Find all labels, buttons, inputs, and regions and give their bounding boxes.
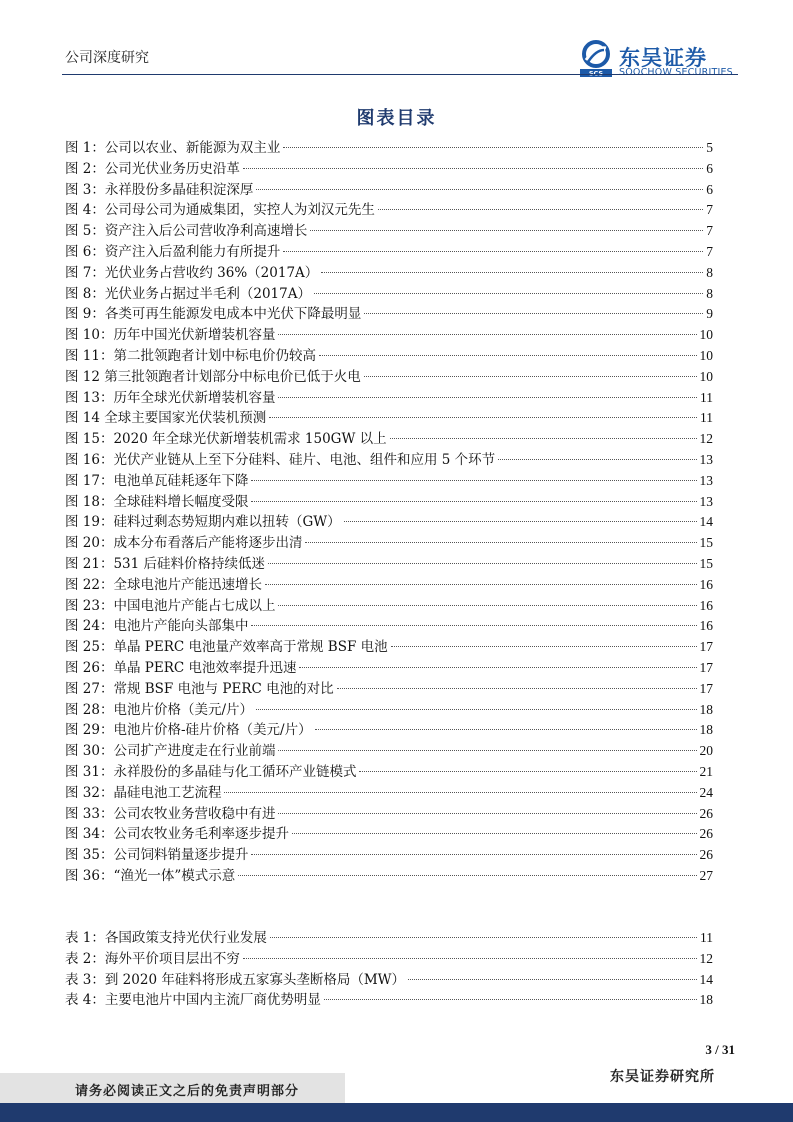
toc-leader-dots xyxy=(299,667,696,668)
toc-entry[interactable] xyxy=(65,783,713,804)
toc-entry[interactable] xyxy=(65,866,713,887)
toc-leader-dots xyxy=(278,397,697,398)
toc-entry-page[interactable]: 13 xyxy=(699,493,713,509)
toc-entry-label[interactable]: 图 18：全球硅料增长幅度受限 xyxy=(65,493,249,510)
toc-entry-page[interactable]: 14 xyxy=(699,971,713,987)
toc-entry-page[interactable]: 24 xyxy=(699,784,713,800)
toc-leader-dots xyxy=(314,293,703,294)
toc-leader-dots xyxy=(283,147,703,148)
toc-entry[interactable] xyxy=(65,949,713,970)
toc-entry-page[interactable]: 26 xyxy=(699,847,713,863)
toc-entry-label[interactable]: 图 26：单晶 PERC 电池效率提升迅速 xyxy=(65,659,297,676)
toc-entry-label[interactable]: 图 15：2020 年全球光伏新增装机需求 150GW 以上 xyxy=(65,431,387,448)
toc-entry[interactable] xyxy=(65,138,713,159)
table-list xyxy=(65,928,713,1011)
toc-leader-dots xyxy=(310,230,703,231)
toc-entry-page[interactable]: 9 xyxy=(706,306,713,322)
toc-entry[interactable] xyxy=(65,367,713,388)
svg-text:SCS: SCS xyxy=(588,69,604,78)
toc-entry-page[interactable]: 16 xyxy=(699,576,713,592)
toc-leader-dots xyxy=(269,417,697,418)
toc-entry-label[interactable]: 图 16：光伏产业链从上至下分硅料、硅片、电池、组件和应用 5 个环节 xyxy=(65,451,496,468)
toc-entry-page[interactable]: 15 xyxy=(699,535,713,551)
toc-leader-dots xyxy=(265,584,697,585)
toc-leader-dots xyxy=(378,209,703,210)
logo-chinese-name: 东吴证券 xyxy=(619,46,707,70)
toc-entry-label[interactable]: 图 5：资产注入后公司营收净利高速增长 xyxy=(65,223,308,240)
logo-english-name: SOOCHOW SECURITIES xyxy=(619,67,733,78)
toc-entry[interactable] xyxy=(65,679,713,700)
footer-stripe xyxy=(0,1103,793,1122)
toc-entry[interactable] xyxy=(65,325,713,346)
toc-entry-page[interactable]: 26 xyxy=(699,826,713,842)
toc-entry-page[interactable]: 26 xyxy=(699,805,713,821)
toc-leader-dots xyxy=(256,709,696,710)
footer-disclaimer-note[interactable]: 请务必阅读正文之后的免责声明部分 xyxy=(75,1084,300,1099)
toc-entry-label[interactable]: 图 13：历年全球光伏新增装机容量 xyxy=(65,389,276,406)
toc-entry[interactable] xyxy=(65,159,713,180)
toc-entry-label[interactable]: 图 8：光伏业务占据过半毛利（2017A） xyxy=(65,285,311,302)
toc-leader-dots xyxy=(251,625,696,626)
toc-entry[interactable] xyxy=(65,221,713,242)
toc-entry-label[interactable]: 图 7：光伏业务占营收约 36%（2017A） xyxy=(65,264,319,281)
toc-entry-label[interactable]: 图 29：电池片价格-硅片价格（美元/片） xyxy=(65,722,312,739)
toc-entry-page[interactable]: 7 xyxy=(706,202,713,218)
toc-entry-label[interactable]: 图 22：全球电池片产能迅速增长 xyxy=(65,576,262,593)
toc-entry-label[interactable]: 图 36：“渔光一体”模式示意 xyxy=(65,867,236,884)
toc-entry-page[interactable]: 11 xyxy=(700,389,713,405)
toc-entry-label[interactable]: 表 2：海外平价项目层出不穷 xyxy=(65,950,240,967)
toc-leader-dots xyxy=(224,792,696,793)
toc-entry-label[interactable]: 图 12 第三批领跑者计划部分中标电价已低于火电 xyxy=(65,368,361,385)
toc-entry-page[interactable]: 5 xyxy=(706,140,713,155)
toc-entry-label[interactable]: 图 32：晶硅电池工艺流程 xyxy=(65,784,222,801)
toc-entry-label[interactable]: 图 31：永祥股份的多晶硅与化工循环产业链模式 xyxy=(65,763,357,780)
toc-entry[interactable] xyxy=(65,263,713,284)
toc-entry-page[interactable]: 18 xyxy=(699,722,713,738)
toc-leader-dots xyxy=(238,875,696,876)
toc-entry[interactable] xyxy=(65,180,713,201)
toc-entry-page[interactable]: 6 xyxy=(706,181,713,197)
toc-leader-dots xyxy=(344,521,697,522)
toc-entry-label[interactable]: 图 21：531 后硅料价格持续低迷 xyxy=(65,555,266,572)
toc-entry[interactable] xyxy=(65,970,713,991)
toc-entry-page[interactable]: 18 xyxy=(699,992,713,1008)
toc-leader-dots xyxy=(270,937,697,938)
toc-entry[interactable] xyxy=(65,575,713,596)
page-title: 图表目录 xyxy=(356,108,437,129)
toc-entry-label[interactable]: 图 17：电池单瓦硅耗逐年下降 xyxy=(65,472,249,489)
toc-entry[interactable] xyxy=(65,492,713,513)
toc-entry[interactable] xyxy=(65,658,713,679)
toc-entry[interactable] xyxy=(65,512,713,533)
toc-entry-label[interactable]: 表 1：各国政策支持光伏行业发展 xyxy=(65,930,267,946)
toc-entry[interactable] xyxy=(65,990,713,1011)
toc-entry[interactable] xyxy=(65,845,713,866)
toc-entry[interactable] xyxy=(65,596,713,617)
toc-leader-dots xyxy=(292,833,697,834)
toc-entry-page[interactable]: 7 xyxy=(706,223,713,239)
toc-entry-page[interactable]: 8 xyxy=(706,285,713,301)
toc-leader-dots xyxy=(498,459,696,460)
toc-entry-page[interactable]: 13 xyxy=(699,451,713,467)
toc-entry-page[interactable]: 6 xyxy=(706,160,713,176)
toc-leader-dots xyxy=(305,542,696,543)
toc-entry-page[interactable]: 12 xyxy=(699,431,713,447)
toc-entry-label[interactable]: 图 3：永祥股份多晶硅积淀深厚 xyxy=(65,181,254,198)
toc-entry[interactable] xyxy=(65,304,713,325)
toc-entry-page[interactable]: 27 xyxy=(699,867,713,883)
toc-entry[interactable] xyxy=(65,346,713,367)
toc-leader-dots xyxy=(391,646,697,647)
toc-entry[interactable] xyxy=(65,554,713,575)
toc-entry-page[interactable]: 16 xyxy=(699,597,713,613)
toc-leader-dots xyxy=(364,376,697,377)
toc-leader-dots xyxy=(278,813,696,814)
toc-entry-label[interactable]: 表 4：主要电池片中国内主流厂商优势明显 xyxy=(65,992,321,1009)
toc-entry[interactable] xyxy=(65,928,713,949)
toc-entry-label[interactable]: 图 24：电池片产能向头部集中 xyxy=(65,618,249,635)
toc-entry[interactable] xyxy=(65,408,713,429)
toc-entry[interactable] xyxy=(65,720,713,741)
toc-leader-dots xyxy=(243,168,703,169)
toc-entry-label[interactable]: 图 11：第二批领跑者计划中标电价仍较高 xyxy=(65,347,316,364)
toc-leader-dots xyxy=(364,313,703,314)
toc-entry-label[interactable]: 表 3：到 2020 年硅料将形成五家寡头垄断格局（MW） xyxy=(65,971,406,988)
toc-entry-label[interactable]: 图 33：公司农牧业务营收稳中有进 xyxy=(65,805,276,822)
figure-list xyxy=(65,138,713,887)
toc-leader-dots xyxy=(243,958,697,959)
toc-entry[interactable] xyxy=(65,450,713,471)
toc-leader-dots xyxy=(390,438,697,439)
toc-entry[interactable] xyxy=(65,762,713,783)
toc-leader-dots xyxy=(315,729,697,730)
toc-entry-label[interactable]: 图 34：公司农牧业务毛利率逐步提升 xyxy=(65,826,289,843)
toc-entry-page[interactable]: 14 xyxy=(699,514,713,530)
page-number: 3 / 31 xyxy=(705,1042,735,1057)
toc-leader-dots xyxy=(251,501,696,502)
toc-leader-dots xyxy=(278,750,696,751)
toc-entry-label[interactable]: 图 19：硅料过剩态势短期内难以扭转（GW） xyxy=(65,514,341,531)
toc-entry-page[interactable]: 12 xyxy=(699,950,713,966)
toc-entry-page[interactable]: 11 xyxy=(700,410,713,426)
toc-entry-label[interactable]: 图 2：公司光伏业务历史沿革 xyxy=(65,160,240,177)
toc-entry-page[interactable]: 7 xyxy=(706,243,713,259)
toc-leader-dots xyxy=(256,189,703,190)
toc-leader-dots xyxy=(359,771,696,772)
toc-entry[interactable] xyxy=(65,616,713,637)
toc-entry-page[interactable]: 11 xyxy=(700,930,713,945)
toc-leader-dots xyxy=(319,355,697,356)
toc-leader-dots xyxy=(283,251,703,252)
toc-leader-dots xyxy=(251,854,696,855)
toc-entry[interactable] xyxy=(65,637,713,658)
toc-entry[interactable] xyxy=(65,741,713,762)
toc-entry-label[interactable]: 图 28：电池片价格（美元/片） xyxy=(65,701,254,718)
toc-entry-label[interactable]: 图 20：成本分布看落后产能将逐步出清 xyxy=(65,535,303,552)
toc-entry-page[interactable]: 10 xyxy=(699,368,713,384)
toc-entry-page[interactable]: 17 xyxy=(699,680,713,696)
toc-entry-label[interactable]: 图 4：公司母公司为通威集团，实控人为刘汉元先生 xyxy=(65,202,375,219)
soochow-logo-icon xyxy=(578,40,614,78)
toc-entry-page[interactable]: 15 xyxy=(699,555,713,571)
toc-entry-label[interactable]: 图 6：资产注入后盈利能力有所提升 xyxy=(65,243,281,260)
toc-entry[interactable] xyxy=(65,471,713,492)
toc-entry[interactable] xyxy=(65,533,713,554)
toc-entry[interactable] xyxy=(65,700,713,721)
toc-entry-label[interactable]: 图 23：中国电池片产能占七成以上 xyxy=(65,597,276,614)
toc-entry-page[interactable]: 13 xyxy=(699,472,713,488)
toc-entry[interactable] xyxy=(65,388,713,409)
toc-leader-dots xyxy=(268,563,696,564)
toc-entry-label[interactable]: 图 27：常规 BSF 电池与 PERC 电池的对比 xyxy=(65,680,334,697)
toc-entry-label[interactable]: 图 30：公司扩产进度走在行业前端 xyxy=(65,743,276,760)
section-label: 公司深度研究 xyxy=(65,50,149,66)
toc-entry-label[interactable]: 图 1：公司以农业、新能源为双主业 xyxy=(65,140,281,156)
toc-entry[interactable] xyxy=(65,429,713,450)
toc-leader-dots xyxy=(408,979,696,980)
toc-entry-label[interactable]: 图 9：各类可再生能源发电成本中光伏下降最明显 xyxy=(65,306,362,323)
toc-entry-page[interactable]: 21 xyxy=(699,763,713,779)
toc-entry[interactable] xyxy=(65,284,713,305)
toc-entry-page[interactable]: 17 xyxy=(699,659,713,675)
toc-entry[interactable] xyxy=(65,804,713,825)
toc-entry-page[interactable]: 8 xyxy=(706,264,713,280)
header-divider xyxy=(62,74,738,75)
toc-leader-dots xyxy=(324,999,697,1000)
toc-entry-page[interactable]: 18 xyxy=(699,701,713,717)
toc-entry[interactable] xyxy=(65,200,713,221)
toc-leader-dots xyxy=(278,605,696,606)
toc-entry-page[interactable]: 16 xyxy=(699,618,713,634)
toc-leader-dots xyxy=(337,688,697,689)
toc-leader-dots xyxy=(251,480,696,481)
toc-leader-dots xyxy=(278,334,696,335)
toc-entry-label[interactable]: 图 35：公司饲料销量逐步提升 xyxy=(65,847,249,864)
toc-entry[interactable] xyxy=(65,824,713,845)
toc-entry-page[interactable]: 17 xyxy=(699,639,713,655)
toc-entry-label[interactable]: 图 10：历年中国光伏新增装机容量 xyxy=(65,327,276,344)
toc-entry-label[interactable]: 图 25：单晶 PERC 电池量产效率高于常规 BSF 电池 xyxy=(65,639,388,656)
toc-entry-label[interactable]: 图 14 全球主要国家光伏装机预测 xyxy=(65,410,267,427)
toc-entry-page[interactable]: 10 xyxy=(699,327,713,343)
toc-leader-dots xyxy=(321,272,703,273)
toc-entry-page[interactable]: 10 xyxy=(699,347,713,363)
footer-org-name: 东吴证券研究所 xyxy=(610,1069,715,1085)
toc-entry-page[interactable]: 20 xyxy=(699,743,713,759)
toc-entry[interactable] xyxy=(65,242,713,263)
